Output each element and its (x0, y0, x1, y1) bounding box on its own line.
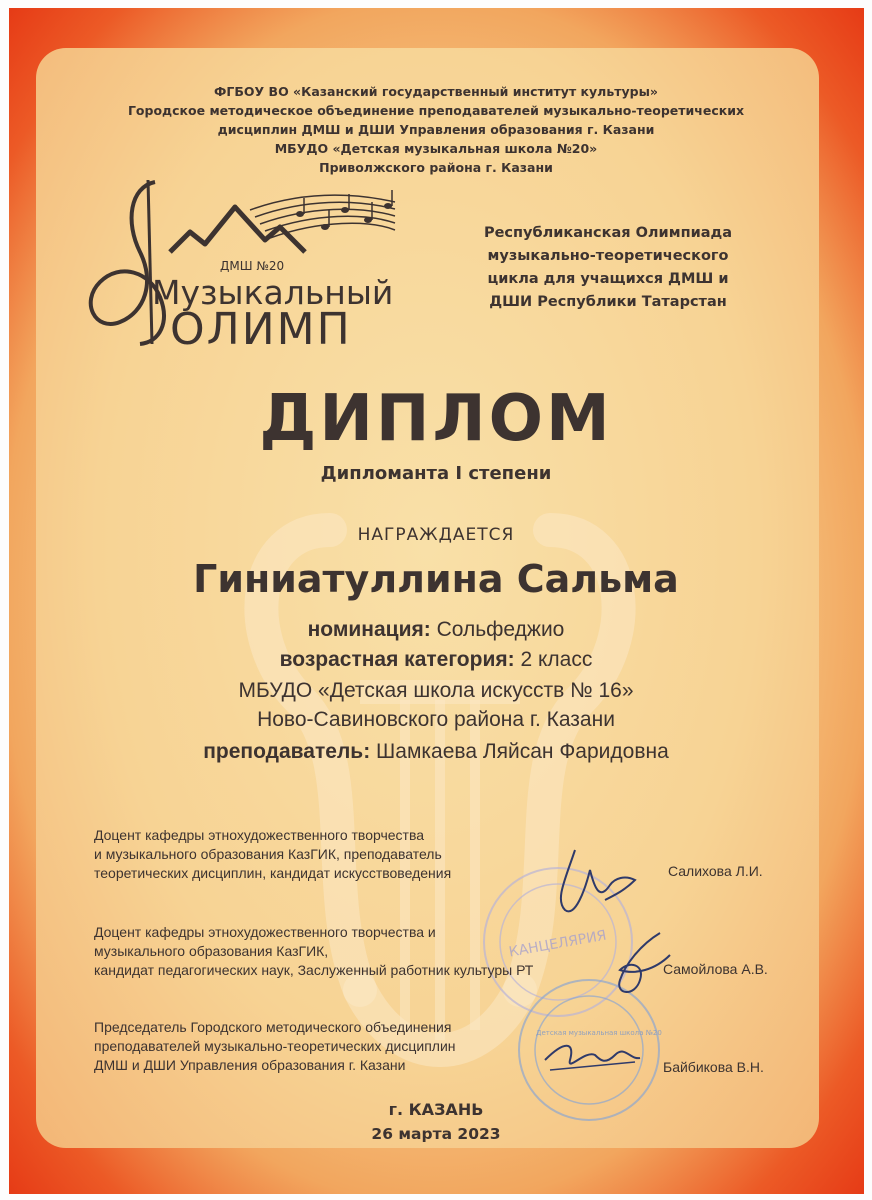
diploma-degree: Дипломанта I степени (320, 463, 552, 484)
recipient-name: Гиниатуллина Сальма (193, 557, 679, 601)
nomination-line (0, 618, 872, 642)
age-value: 2 класс (520, 648, 593, 671)
signatory-line: музыкального образования КазГИК, (94, 943, 329, 959)
signatory-line: Доцент кафедры этнохудожественного творчества и (94, 924, 436, 940)
header-block (0, 82, 872, 177)
olympiad-line: музыкально-теоретического (487, 248, 729, 264)
nomination-value: Сольфеджио (436, 618, 565, 641)
nomination-label: номинация: (307, 618, 431, 641)
header-line: дисциплин ДМШ и ДШИ Управления образования г. Казани (217, 122, 655, 137)
signatory-2-name: Самойлова А.В. (663, 961, 768, 977)
stamp2-text: Детская музыкальная школа №20 (536, 1029, 662, 1037)
logo-graphic-icon (70, 172, 405, 352)
signatory-line: теоретических дисциплин, кандидат искусствоведения (94, 865, 452, 881)
diploma-title: ДИПЛОМ (259, 382, 613, 456)
date: 26 марта 2023 (371, 1125, 501, 1143)
olympiad-line: цикла для учащихся ДМШ и (487, 271, 729, 287)
logo-line1: Музыкальный (152, 273, 394, 312)
olympiad-title (438, 222, 778, 314)
teacher-value: Шамкаева Ляйсан Фаридовна (376, 740, 669, 763)
signatory-3-name: Байбикова В.Н. (663, 1059, 764, 1075)
age-label: возрастная категория: (279, 648, 515, 671)
school-line-1: МБУДО «Детская школа искусств № 16» (238, 679, 634, 702)
header-line: Городское методическое объединение преподавателей музыкально-теоретических (127, 103, 745, 118)
signature-3-icon (535, 1030, 645, 1080)
signatory-line: ДМШ и ДШИ Управления образования г. Казани (94, 1057, 406, 1073)
header-line: ФГБОУ ВО «Казанский государственный институт культуры» (214, 84, 658, 99)
signatory-3-title (94, 1018, 456, 1075)
header-line: Приволжского района г. Казани (319, 160, 553, 175)
signature-1-icon (545, 840, 645, 920)
signatory-line: Доцент кафедры этнохудожественного творчества (94, 827, 425, 843)
city: г. КАЗАНЬ (388, 1100, 484, 1119)
olympiad-line: ДШИ Республики Татарстан (489, 294, 727, 310)
logo-school: ДМШ №20 (220, 259, 285, 273)
signatory-line: и музыкального образования КазГИК, преподаватель (94, 846, 442, 862)
school-line-2: Ново-Савиновского района г. Казани (257, 708, 615, 731)
signatory-1-name: Салихова Л.И. (668, 863, 763, 879)
teacher-label: преподаватель: (203, 740, 371, 763)
signatory-line: преподавателей музыкально-теоретических дисциплин (94, 1038, 456, 1054)
signatory-line: кандидат педагогических наук, Заслуженный работник культуры РТ (94, 962, 534, 978)
signatory-line: Председатель Городского методического объединения (94, 1019, 452, 1035)
signatory-2-title (94, 923, 533, 980)
olympiad-line: Республиканская Олимпиада (483, 225, 733, 241)
age-category-line (0, 648, 872, 672)
signatory-1-title (94, 826, 451, 883)
teacher-line (0, 740, 872, 764)
music-olymp-logo (70, 172, 405, 352)
stamp1-text: КАНЦЕЛЯРИЯ (507, 927, 608, 961)
header-line: МБУДО «Детская музыкальная школа №20» (274, 141, 598, 156)
logo-line2: ОЛИМП (170, 304, 352, 352)
awarded-label: НАГРАЖДАЕТСЯ (357, 525, 515, 545)
